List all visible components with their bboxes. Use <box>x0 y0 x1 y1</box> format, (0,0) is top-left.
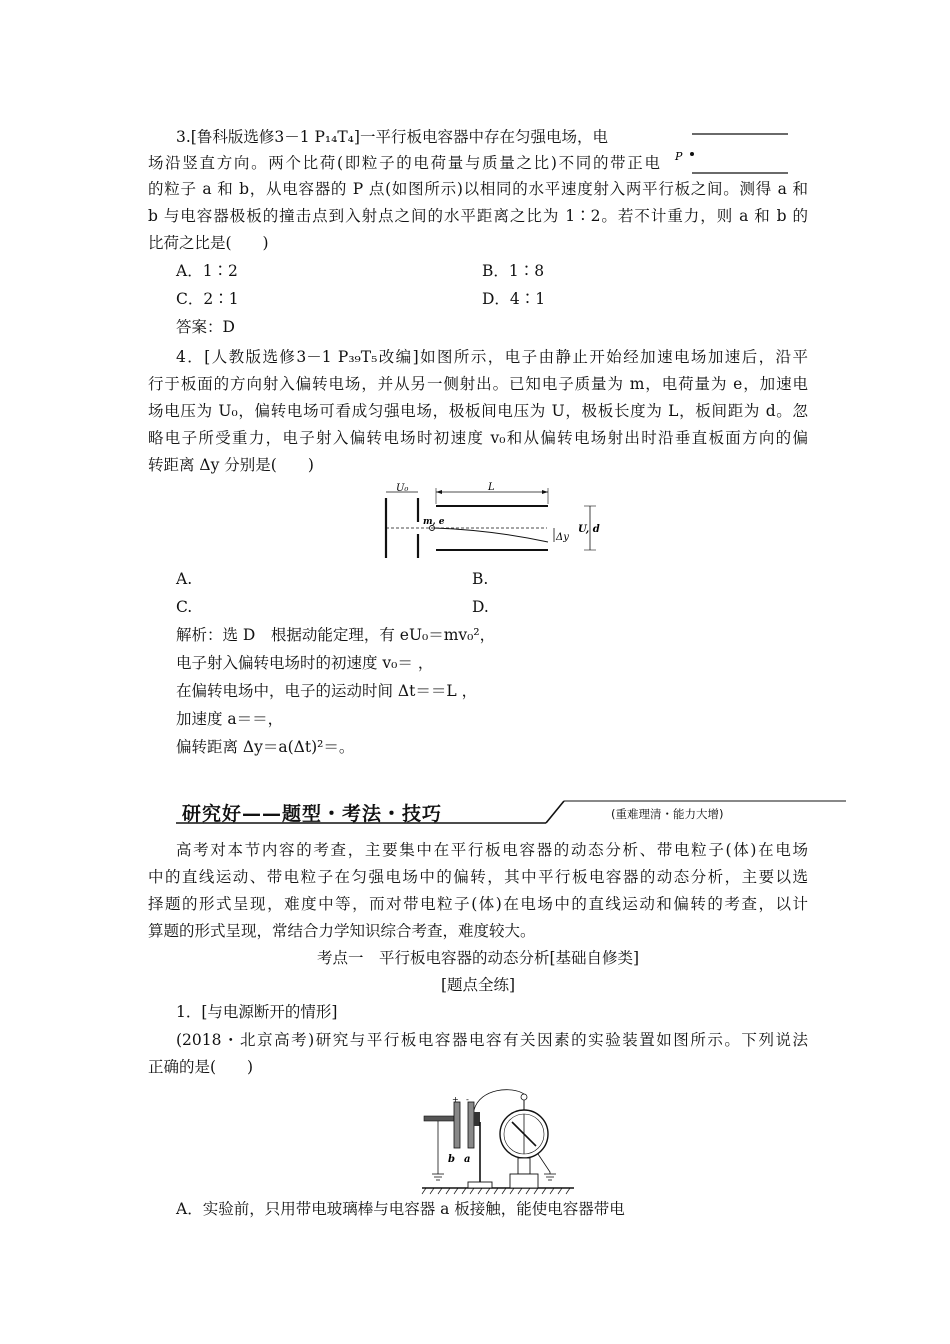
trajectory-curve <box>434 528 548 542</box>
banner-slash <box>546 801 564 823</box>
plate-a-charge: - <box>466 1095 469 1104</box>
electroscope-knob <box>521 1094 527 1100</box>
q4-solution-1: 解析：选 D 根据动能定理，有 eU₀＝mv₀²， <box>176 626 496 644</box>
connecting-wire <box>474 1090 524 1110</box>
plate-a <box>468 1102 474 1148</box>
q3-line-1: 3.[鲁科版选修3－1 P₁₄T₄]一平行板电容器中存在匀强电场，电 <box>176 128 608 146</box>
capacitor-figure <box>668 124 798 184</box>
q4-line-1: 4．[人教版选修3－1 P₃₉T₅改编]如图所示，电子由静止开始经加速电场加速后，沿平 <box>176 348 808 366</box>
ground-wire-electroscope <box>538 1154 550 1174</box>
intro-line-1: 高考对本节内容的考查，主要集中在平行板电容器的动态分析、带电粒子(体)在电场 <box>176 841 808 859</box>
table-hatch <box>422 1188 570 1194</box>
q4-solution-3: 在偏转电场中，电子的运动时间 Δt＝＝L ， <box>176 682 478 700</box>
q4-line-3: 场电压为 U₀，偏转电场可看成匀强电场，极板间电压为 U，极板长度为 L，板间距为 d。忽 <box>148 402 808 420</box>
label-p: P <box>675 150 683 163</box>
label-ud: U, d <box>578 524 600 535</box>
q1-line-2: (2018・北京高考)研究与平行板电容器电容有关因素的实验装置如图所示。下列说法 <box>176 1031 808 1049</box>
q3-line-4: b 与电容器极板的撞击点到入射点之间的水平距离之比为 1∶2。若不计重力，则 a 和 b 的 <box>148 207 808 225</box>
q3-answer: 答案：D <box>176 318 235 336</box>
label-l: L <box>488 482 495 493</box>
deflection-figure <box>372 482 612 564</box>
q3-line-3: 的粒子 a 和 b，从电容器的 P 点(如图所示)以相同的水平速度射入两平行板之间。测得 a 和 <box>148 180 808 198</box>
l-arrow-right <box>542 490 548 494</box>
q1-line-3: 正确的是( ) <box>148 1058 254 1076</box>
banner-note: (重难理清・能力大增) <box>611 807 724 821</box>
l-arrow-left <box>436 490 442 494</box>
electroscope-figure <box>418 1084 578 1198</box>
q3-option-d: D．4∶1 <box>482 290 546 308</box>
intro-line-2: 中的直线运动、带电粒子在匀强电场中的偏转，其中平行板电容器的动态分析，主要以选 <box>148 868 808 886</box>
q4-solution-2: 电子射入偏转电场时的初速度 v₀＝ ， <box>176 654 434 672</box>
plate-a-clamp <box>474 1112 480 1126</box>
intro-line-3: 择题的形式呈现，难度中等，而对带电粒子(体)在电场中的直线运动和偏转的考查，以计 <box>148 895 808 913</box>
label-u0: U₀ <box>396 483 409 494</box>
q4-line-5: 转距离 Δy 分别是( ) <box>148 456 314 474</box>
q3-line-2: 场沿竖直方向。两个比荷(即粒子的电荷量与质量之比)不同的带正电 <box>148 154 660 172</box>
q4-line-2: 行于板面的方向射入偏转电场，并从另一侧射出。已知电子质量为 m，电荷量为 e，加速电 <box>148 375 808 393</box>
q4-solution-4: 加速度 a＝＝， <box>176 710 284 728</box>
plate-b-charge: + <box>452 1095 459 1104</box>
q1-option-a: A．实验前，只用带电玻璃棒与电容器 a 板接触，能使电容器带电 <box>176 1200 625 1218</box>
insulating-handle <box>424 1116 454 1121</box>
section-heading: 考点一 平行板电容器的动态分析[基础自修类] <box>316 949 640 967</box>
q4-line-4: 略电子所受重力，电子射入偏转电场时初速度 v₀和从偏转电场射出时沿垂直板面方向的偏 <box>148 429 808 447</box>
q1-line-1: 1．[与电源断开的情形] <box>176 1003 338 1021</box>
banner-title: 研究好——题型・考法・技巧 <box>182 803 443 825</box>
q4-option-d: D. <box>472 598 489 616</box>
electroscope-base <box>510 1174 538 1188</box>
point-p <box>690 152 694 156</box>
q4-option-b: B. <box>472 570 489 588</box>
q3-option-b: B．1∶8 <box>482 262 545 280</box>
stand-base <box>468 1182 492 1188</box>
q4-option-a: A. <box>176 570 193 588</box>
electroscope-neck <box>518 1158 530 1174</box>
plate-b <box>454 1102 460 1148</box>
intro-line-4: 算题的形式呈现，常结合力学知识综合考查，难度较大。 <box>148 922 536 940</box>
q4-solution-5: 偏转距离 Δy＝a(Δt)²＝。 <box>176 738 355 756</box>
label-b: b <box>448 1154 455 1165</box>
label-dy: Δy <box>556 532 569 543</box>
q3-option-c: C．2∶1 <box>176 290 239 308</box>
label-me: m, e <box>423 517 445 527</box>
q4-option-c: C. <box>176 598 193 616</box>
section-subheading: [题点全练] <box>440 976 516 994</box>
label-a: a <box>464 1154 471 1165</box>
q3-option-a: A．1∶2 <box>176 262 238 280</box>
q3-line-5: 比荷之比是( ) <box>148 234 269 252</box>
